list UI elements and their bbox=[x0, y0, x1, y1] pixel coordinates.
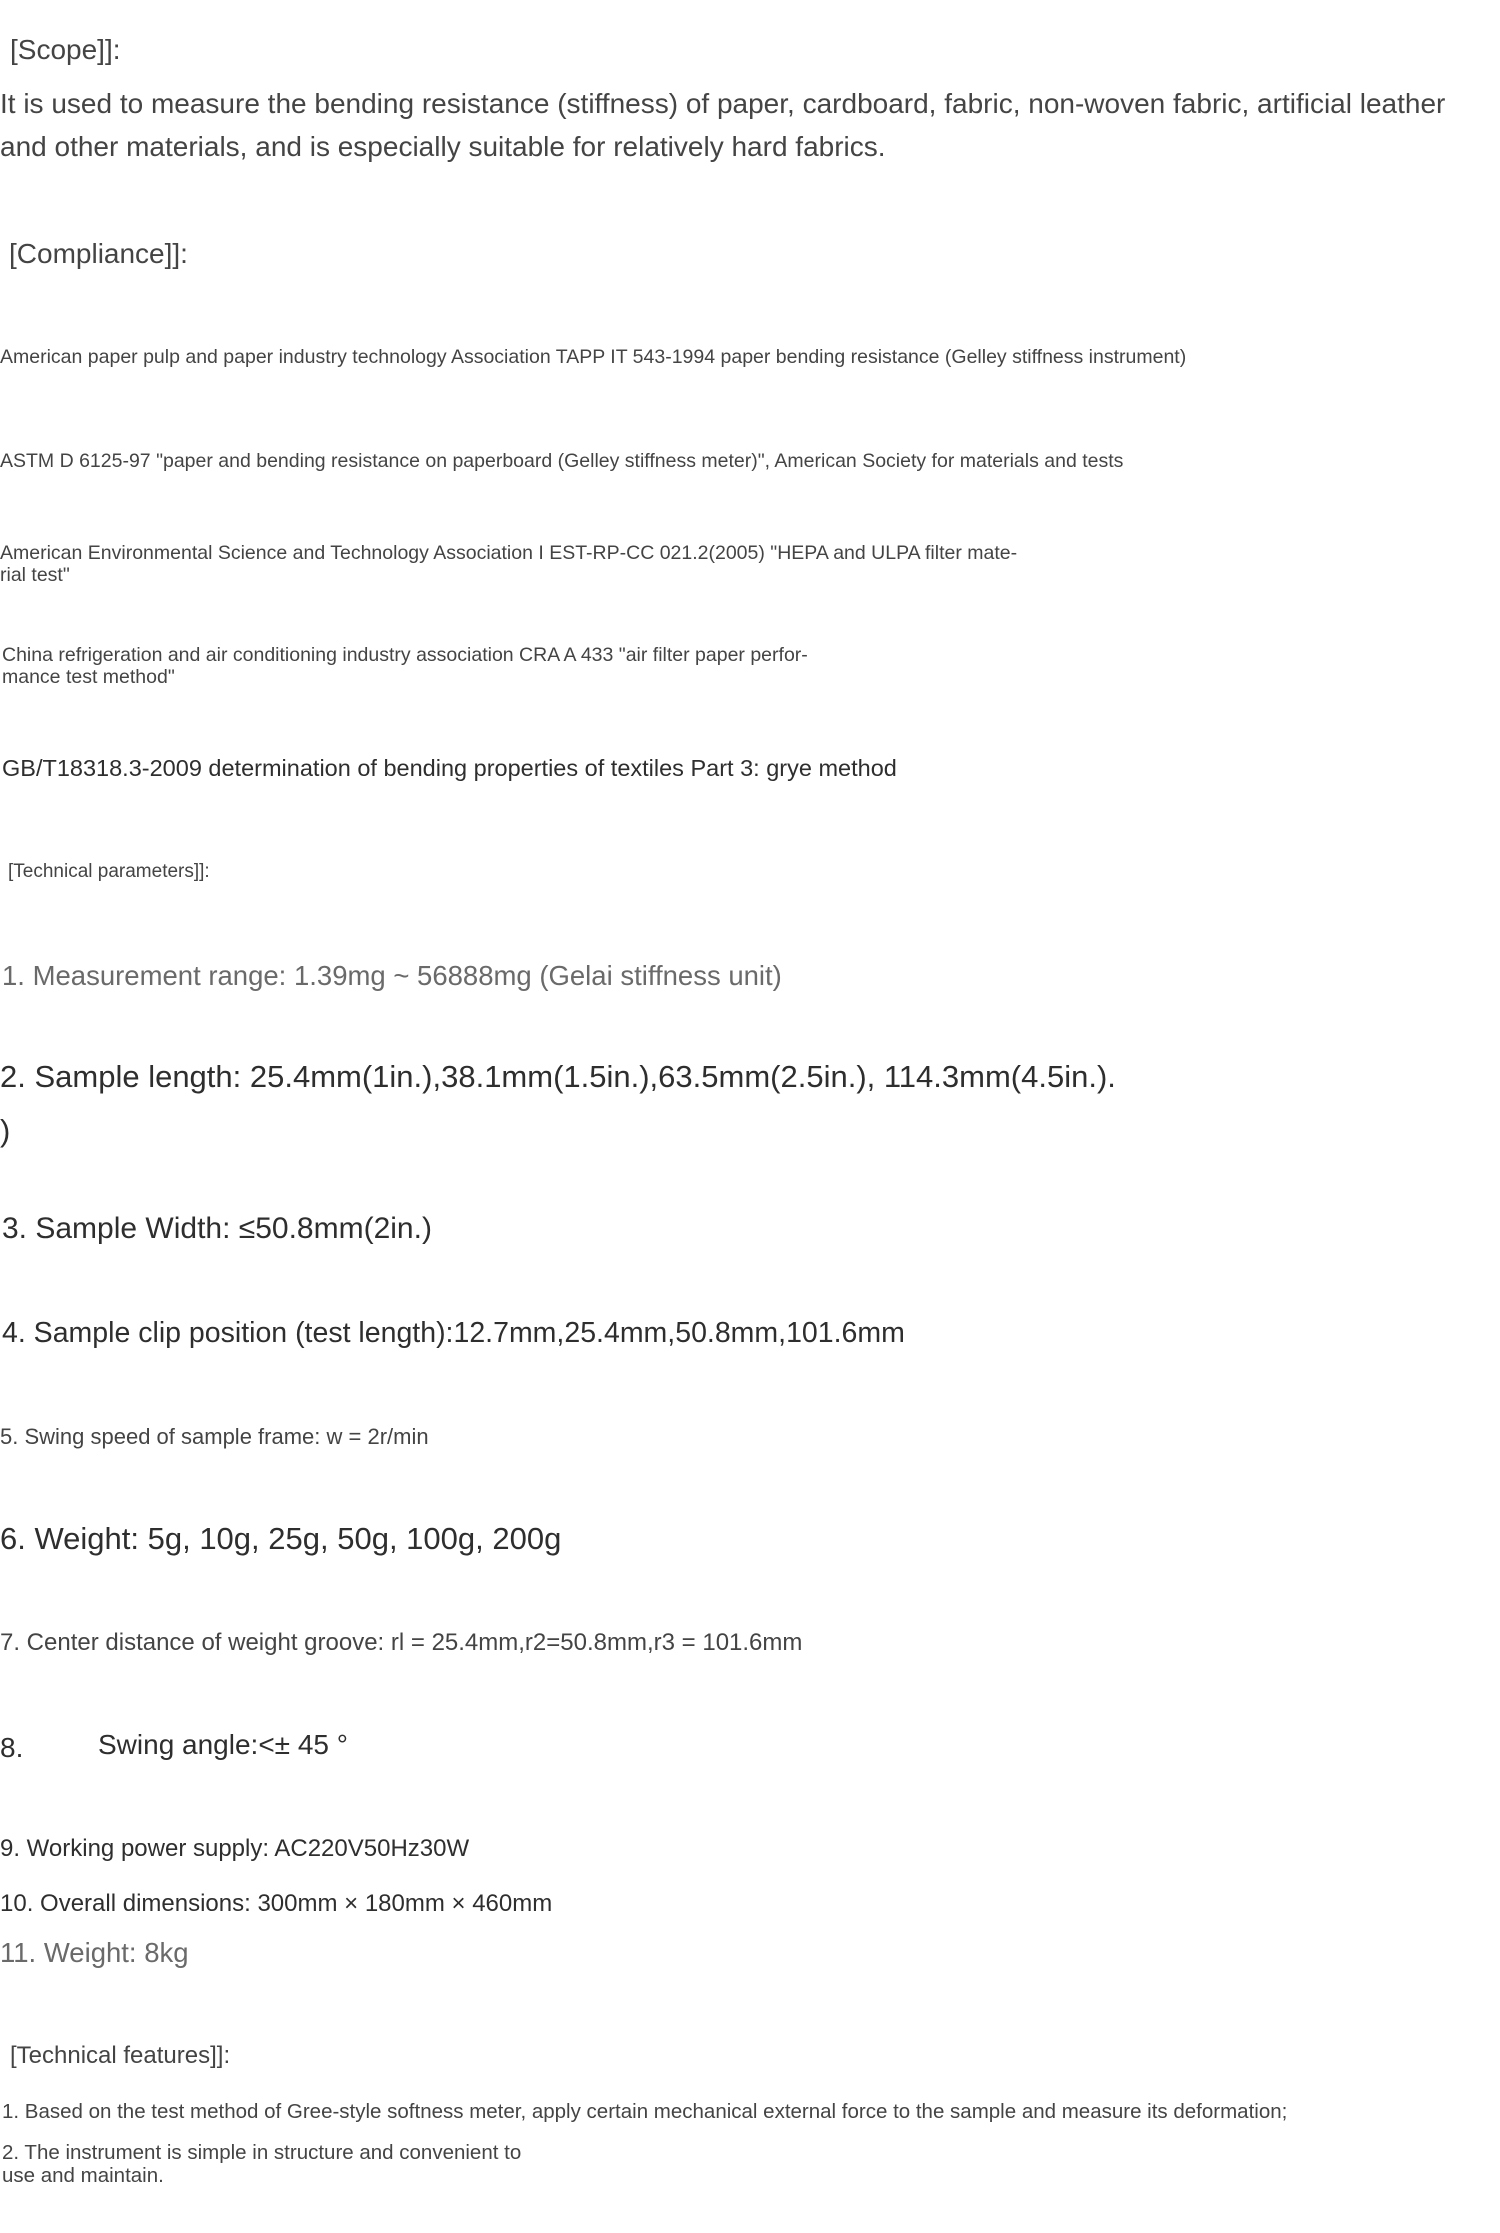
scope-text-line-1: It is used to measure the bending resistance (stiffness) of paper, cardboard, fabric, non-woven fabric, artificial leather bbox=[0, 88, 1446, 119]
parameter-8-number: 8. bbox=[0, 1732, 24, 1763]
parameter-5: 5. Swing speed of sample frame: w = 2r/min bbox=[0, 1424, 429, 1449]
feature-2-line-1: 2. The instrument is simple in structure and convenient to bbox=[2, 2141, 522, 2164]
compliance-item-3-line-1: American Environmental Science and Technology Association I EST-RP-CC 021.2(2005) "HEPA and ULPA filter mate- bbox=[0, 542, 1018, 564]
compliance-item-1: American paper pulp and paper industry technology Association TAPP IT 543-1994 paper bending resistance (Gelley stiffness instrument) bbox=[0, 346, 1187, 368]
parameter-11: 11. Weight: 8kg bbox=[0, 1937, 189, 1968]
parameter-3: 3. Sample Width: ≤50.8mm(2in.) bbox=[2, 1212, 432, 1245]
parameter-2-continuation: ) bbox=[0, 1113, 11, 1148]
compliance-item-4-line-2: mance test method" bbox=[2, 666, 175, 688]
parameters-heading: [Technical parameters]]: bbox=[8, 861, 210, 882]
compliance-item-3-line-2: rial test" bbox=[0, 564, 70, 586]
parameter-9: 9. Working power supply: AC220V50Hz30W bbox=[0, 1835, 470, 1862]
parameter-4: 4. Sample clip position (test length):12.7mm,25.4mm,50.8mm,101.6mm bbox=[2, 1317, 905, 1349]
parameter-7: 7. Center distance of weight groove: rl = 25.4mm,r2=50.8mm,r3 = 101.6mm bbox=[0, 1629, 803, 1656]
parameter-8-text: Swing angle:<± 45 ° bbox=[98, 1729, 348, 1760]
parameter-10: 10. Overall dimensions: 300mm × 180mm × 460mm bbox=[0, 1890, 553, 1917]
compliance-heading: [Compliance]]: bbox=[9, 238, 188, 269]
features-heading: [Technical features]]: bbox=[10, 2042, 231, 2069]
parameter-6: 6. Weight: 5g, 10g, 25g, 50g, 100g, 200g bbox=[0, 1521, 562, 1556]
compliance-item-5: GB/T18318.3-2009 determination of bending properties of textiles Part 3: grye method bbox=[2, 755, 897, 781]
feature-1: 1. Based on the test method of Gree-style softness meter, apply certain mechanical external force to the sample and measure its deformation; bbox=[2, 2100, 1288, 2123]
parameter-2: 2. Sample length: 25.4mm(1in.),38.1mm(1.5in.),63.5mm(2.5in.), 114.3mm(4.5in.). bbox=[0, 1059, 1116, 1094]
parameter-1: 1. Measurement range: 1.39mg ~ 56888mg (Gelai stiffness unit) bbox=[2, 960, 782, 991]
scope-heading: [Scope]]: bbox=[10, 34, 121, 65]
feature-2-line-2: use and maintain. bbox=[2, 2164, 164, 2187]
scope-text-line-2: and other materials, and is especially suitable for relatively hard fabrics. bbox=[0, 131, 886, 162]
compliance-item-2: ASTM D 6125-97 "paper and bending resistance on paperboard (Gelley stiffness meter)", American Society for materials and tests bbox=[0, 450, 1124, 472]
compliance-item-4-line-1: China refrigeration and air conditioning industry association CRA A 433 "air filter paper perfor- bbox=[2, 644, 808, 666]
